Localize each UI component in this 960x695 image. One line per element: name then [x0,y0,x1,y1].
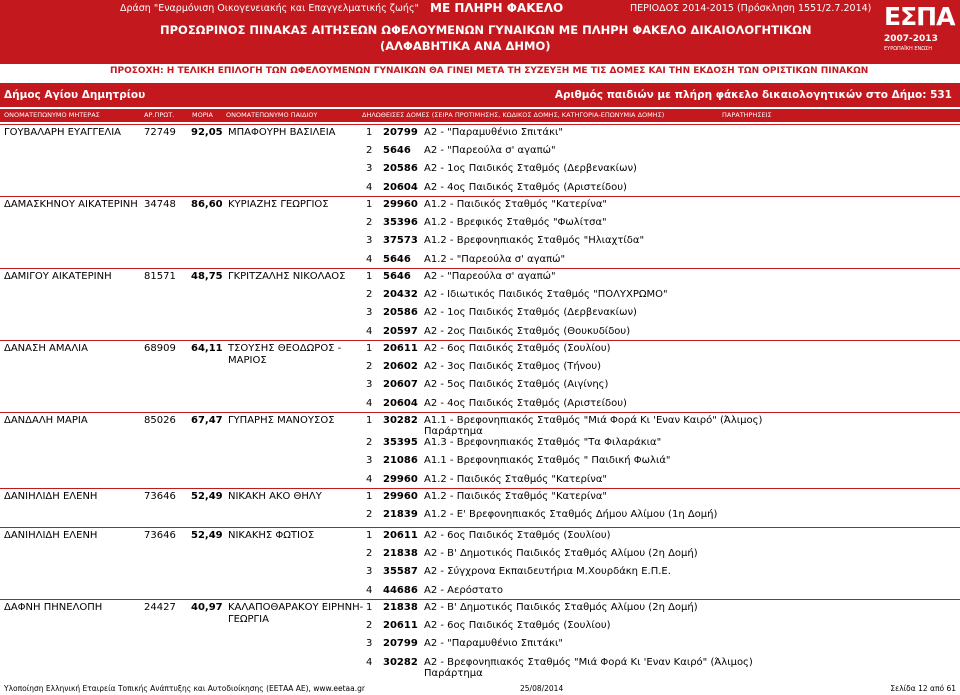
structure-description: Α1.2 - Παιδικός Σταθμός "Κατερίνα" [424,491,608,502]
structure-code: 30282 [383,415,418,426]
protocol-number: 73646 [144,491,176,502]
preference-order: 3 [366,455,373,467]
preference-order: 2 [366,145,373,157]
child-name: ΜΑΡΙΟΣ [228,355,267,366]
preference-order: 4 [366,253,373,265]
structure-code: 20432 [383,289,418,301]
mother-name: ΔΑΝΙΗΛΙΔΗ ΕΛΕΝΗ [4,491,98,502]
mother-name: ΔΑΜΙΓΟΥ ΑΙΚΑΤΕΡΙΝΗ [4,271,112,282]
preference-order: 4 [366,397,373,409]
structure-description: Α2 - 4ος Παιδικός Σταθμός (Αριστείδου) [424,397,627,409]
structure-description: Α1.2 - Βρεφικός Σταθμός "Φωλίτσα" [424,217,607,229]
structure-description: Α2 - "Παραμυθένιο Σπιτάκι" [424,638,563,650]
children-count: Αριθμός παιδιών με πλήρη φάκελο δικαιολογητικών στο Δήμο: 531 [554,89,952,101]
preference-order: 2 [366,437,373,449]
mother-name: ΔΑΝΙΗΛΙΔΗ ΕΛΕΝΗ [4,530,98,541]
structure-code: 20607 [383,379,418,391]
points-value: 52,49 [191,530,223,541]
structure-description: Α1.2 - Βρεφονηπιακός Σταθμός "Ηλιαχτίδα" [424,235,645,247]
preference-order: 4 [366,181,373,193]
structure-code: 35395 [383,437,418,449]
row-divider [0,268,960,269]
preference-order: 4 [366,656,373,668]
structure-code: 29960 [383,491,418,502]
structure-code: 21839 [383,509,418,521]
structure-description: Α2 - Ιδιωτικός Παιδικός Σταθμός "ΠΟΛΥΧΡΩΜΟ" [424,289,668,301]
col-child: ΟΝΟΜΑΤΕΠΩΝΥΜΟ ΠΑΙΔΙΟΥ [226,111,318,119]
structure-description: Α2 - 6ος Παιδικός Σταθμός (Σουλίου) [424,620,611,632]
espa-logo: ΕΣΠΑ 2007-2013 ΕΥΡΩΠΑΪΚΗ ΕΝΩΣΗ [884,2,955,52]
preference-order: 1 [366,491,373,502]
structure-description: Α2 - Β' Δημοτικός Παιδικός Σταθμός Αλίμου (2η Δομή) [424,602,698,613]
child-name: ΓΥΠΑΡΗΣ ΜΑΝΟΥΣΟΣ [228,415,335,426]
preference-order: 3 [366,638,373,650]
preference-order: 3 [366,566,373,578]
child-name: ΤΣΟΥΣΗΣ ΘΕΟΔΩΡΟΣ - [228,343,342,354]
col-mother: ΟΝΟΜΑΤΕΠΩΝΥΜΟ ΜΗΤΕΡΑΣ [4,111,100,119]
structure-code: 21086 [383,455,418,467]
row-divider [0,412,960,413]
structure-description: Α2 - 3ος Παιδικός Σταθμος (Τήνου) [424,361,602,373]
preference-order: 4 [366,473,373,485]
structure-code: 29960 [383,473,418,485]
preference-order: 4 [366,325,373,337]
preference-order: 1 [366,127,373,138]
structure-code: 37573 [383,235,418,247]
col-notes: ΠΑΡΑΤΗΡΗΣΕΙΣ [722,111,772,119]
municipality-name: Δήμος Αγίου Δημητρίου [4,89,146,101]
preference-order: 1 [366,602,373,613]
row-divider [0,340,960,341]
structure-description: Α2 - Αερόστατο [424,584,503,596]
structure-code: 20604 [383,397,418,409]
structure-description: Α2 - 1ος Παιδικός Σταθμός (Δερβενακίων) [424,163,637,175]
structure-code: 21838 [383,548,418,560]
structure-description: Α1.2 - "Παρεούλα σ' αγαπώ" [424,253,566,265]
structure-annex: Παράρτημα [424,667,483,679]
points-value: 67,47 [191,415,223,426]
protocol-number: 68909 [144,343,176,354]
points-value: 52,49 [191,491,223,502]
structure-code: 35396 [383,217,418,229]
preference-order: 2 [366,620,373,632]
structure-description: Α1.2 - Παιδικός Σταθμός "Κατερίνα" [424,473,608,485]
row-divider [0,124,960,125]
structure-description: Α2 - 1ος Παιδικός Σταθμός (Δερβενακίων) [424,307,637,319]
structure-description: Α2 - Β' Δημοτικός Παιδικός Σταθμός Αλίμου (2η Δομή) [424,548,698,560]
main-title-line-1: ΠΡΟΣΩΡΙΝΟΣ ΠΙΝΑΚΑΣ ΑΙΤΗΣΕΩΝ ΩΦΕΛΟΥΜΕΝΩΝ ΓΥΝΑΙΚΩΝ ΜΕ ΠΛΗΡΗ ΦΑΚΕΛΟ ΔΙΚΑΙΟΛΟΓΗΤΙΚΩΝ [160,23,812,37]
structure-description: Α2 - 6ος Παιδικός Σταθμός (Σουλίου) [424,530,611,541]
preference-order: 3 [366,307,373,319]
period-label: ΠΕΡΙΟΔΟΣ 2014-2015 (Πρόσκληση 1551/2.7.2014) [630,3,872,14]
structure-description: Α2 - 6ος Παιδικός Σταθμός (Σουλίου) [424,343,611,354]
structure-description: Α2 - Βρεφονηπιακός Σταθμός "Μιά Φορά Κι 'Εναν Καιρό" (Άλιμος) [424,656,753,668]
col-structures: ΔΗΛΩΘΕΙΣΕΣ ΔΟΜΕΣ (ΣΕΙΡΑ ΠΡΟΤΙΜΗΣΗΣ, ΚΩΔΙΚΟΣ ΔΟΜΗΣ, ΚΑΤΗΓΟΡΙΑ-ΕΠΩΝΥΜΙΑ ΔΟΜΗΣ) [362,111,665,119]
structure-code: 20602 [383,361,418,373]
preference-order: 1 [366,271,373,282]
structure-code: 5646 [383,271,411,282]
structure-description: Α2 - Σύγχρονα Εκπαιδευτήρια Μ.Χουρδάκη Ε.Π.Ε. [424,566,671,578]
child-name: ΓΚΡΙΤΖΑΛΗΣ ΝΙΚΟΛΑΟΣ [228,271,346,282]
preference-order: 2 [366,289,373,301]
structure-code: 20604 [383,181,418,193]
preference-order: 2 [366,509,373,521]
structure-code: 29960 [383,199,418,210]
structure-description: Α2 - "Παραμυθένιο Σπιτάκι" [424,127,563,138]
action-title: Δράση "Εναρμόνιση Οικογενειακής και Επαγγελματικής ζωής" [120,3,419,14]
structure-description: Α1.2 - Παιδικός Σταθμός "Κατερίνα" [424,199,608,210]
structure-description: Α2 - "Παρεούλα σ' αγαπώ" [424,145,556,157]
structure-code: 30282 [383,656,418,668]
mother-name: ΔΑΝΔΑΛΗ ΜΑΡΙΑ [4,415,88,426]
structure-code: 20611 [383,530,418,541]
footer-date: 25/08/2014 [520,684,564,693]
structure-description: Α2 - 2ος Παιδικός Σταθμός (Θουκυδίδου) [424,325,631,337]
col-protocol: ΑΡ.ΠΡΩΤ. [144,111,175,119]
preference-order: 1 [366,343,373,354]
preference-order: 3 [366,235,373,247]
child-name: ΝΙΚΑΚΗΣ ΦΩΤΙΟΣ [228,530,315,541]
structure-code: 35587 [383,566,418,578]
structure-description: Α2 - 5ος Παιδικός Σταθμός (Αιγίνης) [424,379,609,391]
preference-order: 1 [366,530,373,541]
points-value: 48,75 [191,271,223,282]
row-divider [0,527,960,528]
preference-order: 1 [366,199,373,210]
structure-code: 20597 [383,325,418,337]
preference-order: 2 [366,361,373,373]
structure-code: 20799 [383,127,418,138]
footer-page: Σελίδα 12 από 61 [890,684,956,693]
municipality-bar [0,83,960,107]
full-file-label: ΜΕ ΠΛΗΡΗ ΦΑΚΕΛΟ [430,1,564,15]
protocol-number: 72749 [144,127,176,138]
child-name: ΚΥΡΙΑΖΗΣ ΓΕΩΡΓΙΟΣ [228,199,329,210]
preference-order: 1 [366,415,373,426]
child-name: ΜΠΑΦΟΥΡΗ ΒΑΣΙΛΕΙΑ [228,127,336,138]
points-value: 86,60 [191,199,223,210]
child-name: ΓΕΩΡΓΙΑ [228,614,269,625]
protocol-number: 34748 [144,199,176,210]
points-value: 64,11 [191,343,223,354]
preference-order: 3 [366,163,373,175]
preference-order: 2 [366,217,373,229]
main-title-line-2: (ΑΛΦΑΒΗΤΙΚΑ ΑΝΑ ΔΗΜΟ) [380,39,551,53]
structure-code: 44686 [383,584,418,596]
structure-description: Α2 - "Παρεούλα σ' αγαπώ" [424,271,556,282]
structure-code: 20611 [383,343,418,354]
structure-code: 20799 [383,638,418,650]
page-footer [0,684,960,695]
points-value: 92,05 [191,127,223,138]
protocol-number: 85026 [144,415,176,426]
warning-text: ΠΡΟΣΟΧΗ: Η ΤΕΛΙΚΗ ΕΠΙΛΟΓΗ ΤΩΝ ΩΦΕΛΟΥΜΕΝΩΝ ΓΥΝΑΙΚΩΝ ΘΑ ΓΙΝΕΙ ΜΕΤΑ ΤΗ ΣΥΖΕΥΞΗ ΜΕ ΤΙΣ ΔΟΜΕΣ ΚΑΙ ΤΗΝ ΕΚΔΟΣΗ ΤΩΝ ΟΡΙΣΤΙΚΩΝ ΠΙΝΑΚΩΝ [110,66,869,76]
child-name: ΚΑΛΑΠΟΘΑΡΑΚΟΥ ΕΙΡΗΝΗ- [228,602,364,613]
structure-code: 5646 [383,145,411,157]
protocol-number: 81571 [144,271,176,282]
structure-description: Α1.1 - Βρεφονηπιακός Σταθμός "Μιά Φορά Κι 'Εναν Καιρό" (Άλιμος) [424,415,763,426]
preference-order: 4 [366,584,373,596]
structure-code: 20586 [383,307,418,319]
row-divider [0,599,960,600]
structure-code: 20586 [383,163,418,175]
mother-name: ΔΑΜΑΣΚΗΝΟΥ ΑΙΚΑΤΕΡΙΝΗ [4,199,138,210]
footer-org: Υλοποίηση Ελληνική Εταιρεία Τοπικής Ανάπτυξης και Αυτοδιοίκησης (ΕΕΤΑΑ ΑΕ), www.eetaa.gr [4,684,365,693]
mother-name: ΓΟΥΒΑΛΑΡΗ ΕΥΑΓΓΕΛΙΑ [4,127,122,138]
structure-code: 5646 [383,253,411,265]
preference-order: 2 [366,548,373,560]
structure-description: Α1.2 - Ε' Βρεφονηπιακός Σταθμός Δήμου Αλίμου (1η Δομή) [424,509,718,521]
column-header-row [0,109,960,122]
protocol-number: 73646 [144,530,176,541]
preference-order: 3 [366,379,373,391]
row-divider [0,488,960,489]
protocol-number: 24427 [144,602,176,613]
mother-name: ΔΑΝΑΣΗ ΑΜΑΛΙΑ [4,343,88,354]
structure-description: Α1.1 - Βρεφονηπιακός Σταθμός " Παιδική Φωλιά" [424,455,671,467]
col-points: ΜΟΡΙΑ [192,111,214,119]
header-banner [0,0,960,64]
structure-description: Α2 - 4ος Παιδικός Σταθμός (Αριστείδου) [424,181,627,193]
structure-code: 21838 [383,602,418,613]
warning-banner [0,64,960,81]
structure-annex: Παράρτημα [424,426,483,437]
structure-code: 20611 [383,620,418,632]
mother-name: ΔΑΦΝΗ ΠΗΝΕΛΟΠΗ [4,602,103,613]
row-divider [0,196,960,197]
points-value: 40,97 [191,602,223,613]
child-name: ΝΙΚΑΚΗ ΑΚΟ ΘΗΛΥ [228,491,322,502]
structure-description: Α1.3 - Βρεφονηπιακός Σταθμός "Τα Φιλαράκια" [424,437,662,449]
